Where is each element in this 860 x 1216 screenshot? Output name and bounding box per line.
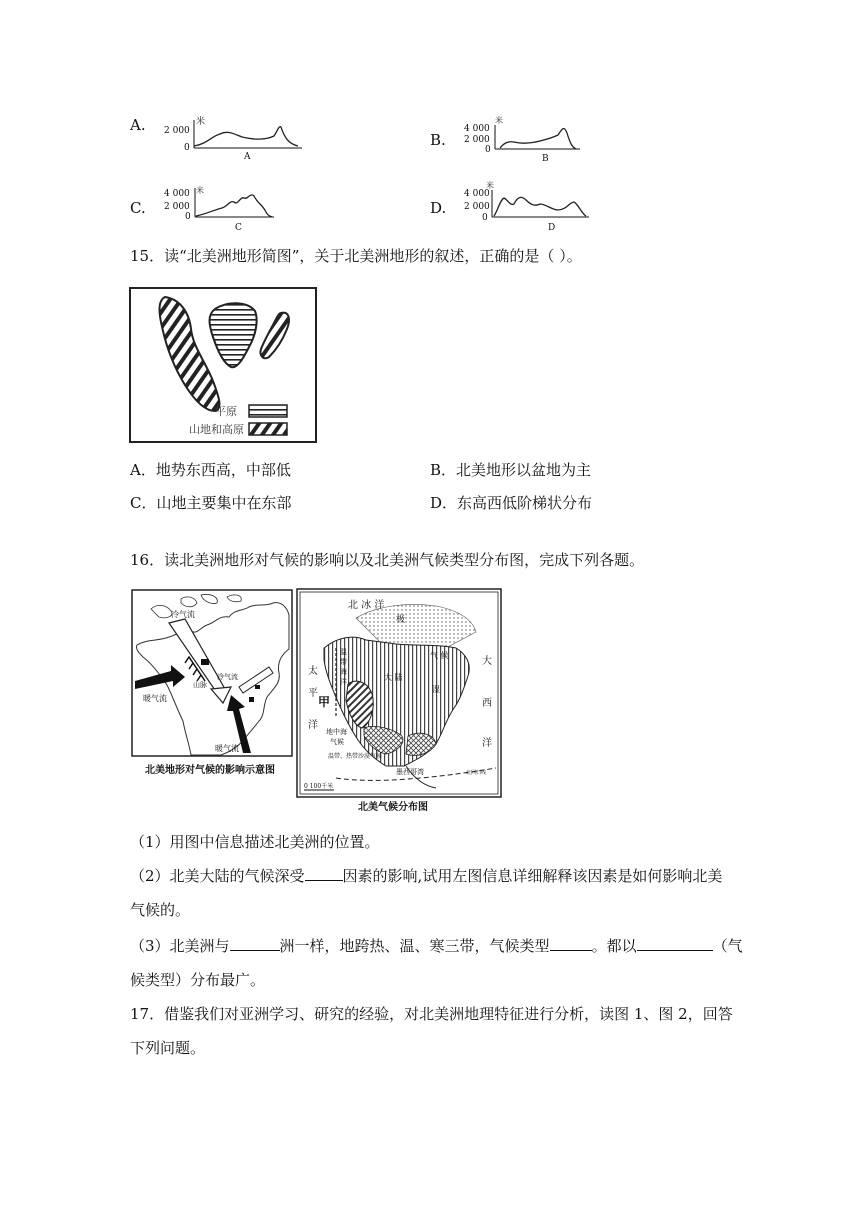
q14-option-a [130,115,146,134]
q14-option-c [130,198,146,217]
climate-map-figure [296,588,502,812]
label-marine-3: 洋 [340,678,347,686]
profile-zero: 0 [482,213,488,223]
q15-option-c [130,493,292,513]
profile-y-label: 2 000 [464,202,490,212]
option-letter: B． [430,461,457,479]
label-arctic-ocean: 北 冰 洋 [348,600,385,611]
q15-option-a [130,460,291,480]
profile-y-label: 2 000 [464,135,490,145]
eastern-mountains [260,313,289,359]
label-marine-2: 海 [340,668,347,676]
profile-y-label: 4 000 [464,124,490,134]
label-gulf-of-mexico: 墨西哥湾 [396,768,424,776]
terrain-climate-map [131,589,293,781]
label-temperate: 温 [340,648,347,656]
q16-sub1: （1）用图中信息描述北美洲的位置。 [130,833,380,851]
q14-option-d [430,198,446,217]
option-letter: B. [430,131,446,149]
q16-sub3-text-c: 。都以 [591,937,637,955]
q16-stem: 16．读北美洲地形对气候的影响以及北美洲气候类型分布图，完成下列各题。 [130,551,645,569]
q16-sub3-text-d: （气 [712,937,743,955]
label-tropic-of-cancer: 北回归线 [466,770,487,776]
label-desert: 温带、热带沙漠气候 [328,753,383,760]
q16-sub3-line2: 候类型）分布最广。 [130,971,266,989]
answer-blank-climate-types[interactable] [550,936,592,951]
q17-line1: 17．借鉴我们对亚洲学习、研究的经验，对北美洲地理特征进行分析，读图 1、图 2，回答 [130,1005,733,1023]
profile-unit: 米 [196,117,206,127]
label-warm-airflow-west: 暖气流 [143,694,167,703]
q16-sub2-line1 [130,866,722,886]
q16-sub3-line1 [130,936,743,956]
profile-unit: 米 [495,116,503,125]
profile-y-label: 2 000 [164,126,190,136]
profile-zero: 0 [485,145,491,155]
label-atlantic-2: 西 [482,698,492,709]
label-pacific-2: 平 [308,688,318,699]
left-map-caption: 北美地形对气候的影响示意图 [145,765,275,776]
label-mediterranean: 地中海 [326,728,347,736]
central-plains [210,303,257,367]
profile-chart-a [162,112,312,162]
answer-blank-main-climate[interactable] [637,936,713,951]
label-atlantic-3: 洋 [482,738,492,749]
option-letter: A． [130,461,156,479]
q14-option-b [430,130,446,149]
label-polar: 极 [396,615,406,625]
answer-blank-continent[interactable] [230,936,280,951]
profile-chart-c [162,182,282,234]
profile-y-label: 2 000 [164,202,190,212]
profile-zero: 0 [184,143,190,153]
scale-label: 0 100千米 [304,783,334,790]
option-letter: A. [130,116,146,134]
label-humid: 湿 [432,685,440,694]
legend-plain-label: 平原 [215,405,237,418]
answer-blank-factor[interactable] [305,866,343,881]
terrain-map-figure [129,287,317,443]
label-atlantic-1: 大 [482,656,492,667]
right-map-caption: 北美气候分布图 [358,802,428,812]
q15-option-b [430,460,591,480]
label-pacific-1: 太 [308,666,318,677]
label-mountains: 山脉 [193,681,207,689]
profile-chart-b [462,115,587,165]
climate-map [296,588,502,812]
profile-line [500,129,576,149]
option-text: 北美地形以盆地为主 [456,461,592,479]
profile-label: D [548,223,556,233]
profile-y-label: 4 000 [464,189,490,199]
profile-zero: 0 [185,212,191,222]
terrain-map [131,289,315,441]
option-text: 地势东西高，中部低 [155,461,291,479]
q16-sub3-text-a: （3）北美洲与 [130,937,230,955]
profile-label: A [244,152,251,162]
option-text: 山地主要集中在东部 [156,494,292,512]
option-letter: D. [430,199,447,217]
legend-mountain-label: 山地和高原 [189,423,244,436]
q15-stem: 15．读“北美洲地形简图”，关于北美洲地形的叙述，正确的是（ ）。 [130,247,582,265]
label-marine-1: 带 [340,658,347,666]
profile-unit: 米 [486,181,494,190]
label-jia: 甲 [318,695,331,709]
terrain-climate-figure [131,589,293,781]
label-mediterranean-2: 气候 [330,738,344,746]
option-letter: C． [130,494,157,512]
legend-plain-swatch [249,405,287,417]
option-letter: C. [130,199,146,217]
label-warm-airflow-south: 暖气流 [215,744,239,753]
profile-chart-d [462,180,592,234]
profile-line [194,127,298,146]
profile-unit: 米 [196,186,204,195]
label-cold-airflow-east: 冷气流 [217,673,238,681]
profile-label: C [235,223,242,233]
label-climate: 气 候 [430,651,449,660]
option-letter: D． [430,494,458,512]
q15-option-d [430,493,592,513]
q16-sub2-text-a: （2）北美大陆的气候深受 [130,867,305,885]
option-text: 东高西低阶梯状分布 [457,494,593,512]
profile-label: B [542,154,549,164]
label-continental: 大 陆 [384,673,403,682]
label-cold-airflow: 冷气流 [171,610,195,619]
q17-line2: 下列问题。 [130,1039,206,1057]
q16-sub2-line2: 气候的。 [130,901,191,919]
profile-y-label: 4 000 [164,189,190,199]
profile-line [196,195,272,217]
profile-line [494,197,586,216]
q16-sub2-text-b: 因素的影响,试用左图信息详细解释该因素是如何影响北美 [342,867,723,885]
q16-sub3-text-b: 洲一样，地跨热、温、寒三带，气候类型 [279,937,550,955]
legend-mountain-swatch [249,423,287,435]
label-pacific-3: 洋 [308,720,318,731]
